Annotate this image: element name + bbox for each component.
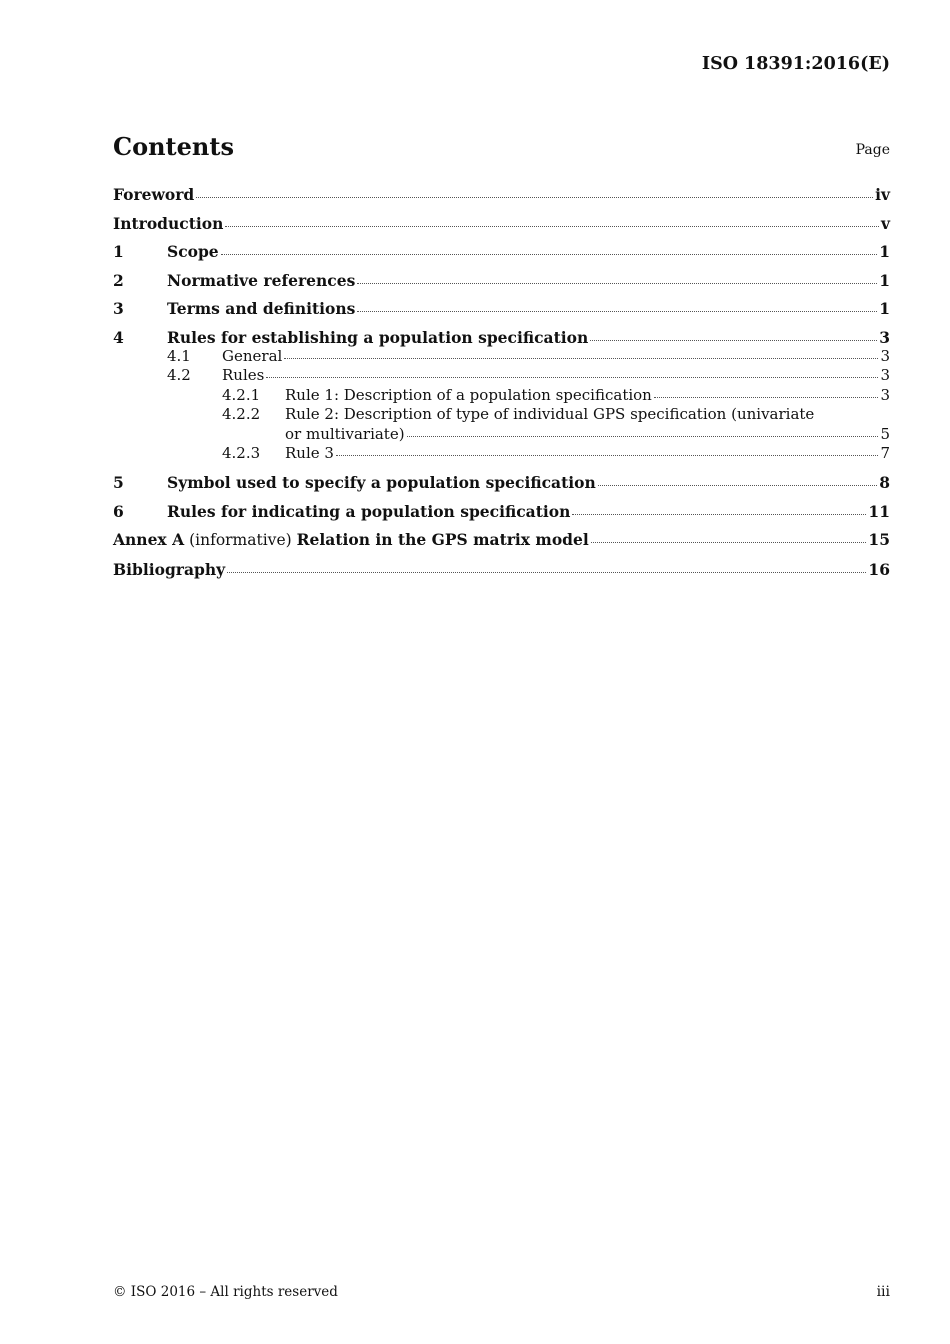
toc-entry-rules-establishing[interactable] (113, 328, 890, 347)
dot-leader (196, 196, 873, 198)
toc-entry-text: Rules for establishing a population specification (167, 327, 589, 347)
toc-entry-text: Foreword (113, 185, 195, 204)
toc-entry-page: 1 (879, 299, 890, 318)
toc-entry-text-line-1: Rule 2: Description of type of individual GPS specification (univariate (285, 405, 815, 423)
toc-entry-page: 16 (868, 559, 890, 579)
toc-entry-annex-a[interactable] (113, 530, 890, 550)
table-of-contents (113, 185, 890, 579)
toc-entry-text: Normative references (167, 270, 356, 290)
toc-entry-text: Rule 3 (285, 444, 334, 462)
toc-entry-symbol[interactable] (113, 473, 890, 492)
toc-entry-scope[interactable] (113, 242, 890, 261)
dot-leader (572, 513, 866, 515)
toc-entry-text: Terms and definitions (167, 299, 356, 318)
dot-leader (590, 339, 877, 341)
toc-entry-number: 5 (113, 473, 124, 492)
toc-entry-number: 4.2.2 (222, 405, 261, 423)
toc-entry-text: Introduction (113, 213, 224, 233)
dot-leader (598, 484, 877, 486)
dot-leader (357, 282, 877, 284)
toc-entry-page: 11 (868, 501, 890, 521)
toc-entry-page: 1 (879, 242, 890, 261)
toc-entry-text: Relation in the GPS matrix model (296, 530, 589, 549)
dot-leader (357, 310, 877, 312)
toc-entry-page: 3 (880, 366, 890, 384)
dot-leader (284, 357, 878, 359)
dot-leader (266, 376, 878, 378)
toc-entry-page: 1 (879, 270, 890, 290)
page-column-label: Page (855, 142, 890, 158)
toc-entry-number: 2 (113, 270, 124, 290)
toc-entry-text: General (222, 346, 283, 365)
toc-entry-page: 7 (880, 444, 890, 462)
toc-entry-number: 6 (113, 501, 124, 521)
toc-entry-text: Rule 1: Description of a population specification (285, 385, 652, 404)
dot-leader (227, 571, 866, 573)
toc-entry-number: 4.2 (167, 366, 191, 384)
toc-entry-rules-indicating[interactable] (113, 502, 890, 521)
toc-entry-number: 4.2.1 (222, 385, 261, 404)
toc-entry-annex-label: Annex A (113, 530, 185, 549)
toc-entry-annex-type: (informative) (189, 531, 292, 549)
dot-leader (407, 435, 879, 437)
toc-entry-bibliography[interactable] (113, 560, 890, 579)
toc-entry-rule-3[interactable] (113, 444, 890, 464)
toc-entry-page: v (880, 213, 890, 233)
toc-entry-general[interactable] (113, 347, 890, 367)
toc-entry-text-line-2: or multivariate) (285, 424, 405, 443)
contents-title: Contents (113, 132, 234, 161)
toc-entry-number: 4.2.3 (222, 444, 261, 462)
toc-entry-number: 4 (113, 327, 124, 347)
dot-leader (225, 225, 879, 227)
footer-page-number: iii (876, 1284, 890, 1300)
toc-entry-page: 15 (868, 530, 890, 549)
toc-entry-text: Bibliography (113, 559, 226, 579)
toc-entry-number: 4.1 (167, 346, 191, 365)
toc-entry-number: 1 (113, 242, 124, 261)
toc-entry-number: 3 (113, 299, 124, 318)
toc-entry-text: Rules (222, 366, 265, 384)
toc-entry-text: Rules for indicating a population specification (167, 501, 571, 521)
dot-leader (591, 541, 867, 543)
toc-entry-text-block (285, 405, 890, 444)
toc-entry-introduction[interactable] (113, 214, 890, 233)
toc-entry-text: Scope (167, 242, 219, 261)
toc-entry-normative-references[interactable] (113, 271, 890, 290)
toc-entry-terms-and-definitions[interactable] (113, 299, 890, 318)
toc-entry-text: Symbol used to specify a population specification (167, 473, 596, 492)
toc-entry-rules[interactable] (113, 366, 890, 386)
toc-entry-page: 8 (879, 473, 890, 492)
document-id: ISO 18391:2016(E) (701, 54, 890, 74)
toc-entry-page: iv (875, 185, 890, 204)
footer-copyright: © ISO 2016 – All rights reserved (113, 1284, 338, 1300)
toc-entry-rule-1[interactable] (113, 386, 890, 406)
dot-leader (654, 396, 879, 398)
dot-leader (336, 454, 879, 456)
toc-entry-rule-2[interactable] (113, 405, 890, 444)
toc-entry-page: 3 (879, 327, 890, 347)
toc-entry-foreword[interactable] (113, 185, 890, 204)
toc-entry-page: 5 (880, 424, 890, 443)
toc-entry-page: 3 (880, 385, 890, 404)
toc-entry-page: 3 (880, 346, 890, 365)
dot-leader (221, 253, 878, 255)
toc-entry-text-line-2-row (285, 425, 890, 445)
